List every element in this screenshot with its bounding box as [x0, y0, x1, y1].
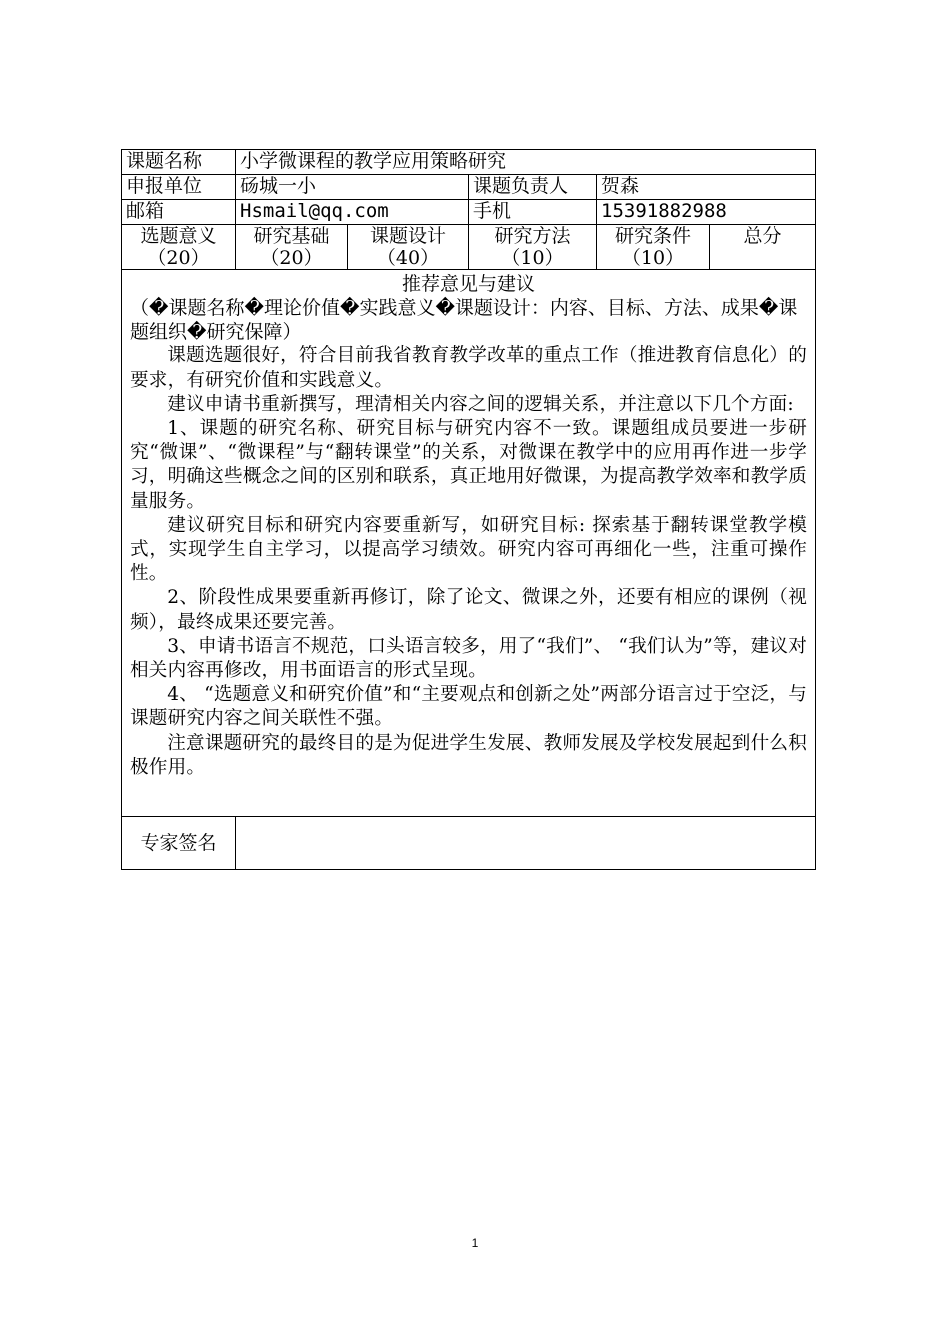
phone-label: 手机 [469, 200, 597, 225]
page-number: 1 [471, 1236, 479, 1250]
recommendation-cell [122, 270, 816, 817]
unit-value: 砀城一小 [236, 175, 469, 200]
score-cell-method [469, 225, 597, 270]
unit-row [122, 175, 816, 200]
contact-row [122, 200, 816, 225]
score-points: （10） [621, 247, 685, 269]
topic-value: 小学微课程的教学应用策略研究 [236, 150, 816, 175]
score-cell-design [348, 225, 469, 270]
leader-label: 课题负责人 [469, 175, 597, 200]
recommendation-heading: 推荐意见与建议 [402, 273, 536, 295]
score-cell-foundation [236, 225, 348, 270]
total-label: 总分 [743, 225, 782, 247]
recommendation-paragraph: 课题选题很好，符合目前我省教育教学改革的重点工作（推进教育信息化）的要求，有研究价值和实践意义。 [130, 345, 808, 391]
score-label: 课题设计 [369, 225, 446, 247]
recommendation-paragraph: 注意课题研究的最终目的是为促进学生发展、教师发展及学校发展起到什么积极作用。 [130, 732, 808, 778]
score-cell-conditions [597, 225, 710, 270]
recommendation-paragraph: 2、阶段性成果要重新再修订，除了论文、微课之外，还要有相应的课例（视频），最终成果还要完善。 [130, 587, 808, 633]
recommendation-paragraph: 1、课题的研究名称、研究目标与研究内容不一致。课题组成员要进一步研究“微课”、“微课程”与“翻转课堂”的关系，对微课在教学中的应用再作进一步学习，明确这些概念之间的区别和联系，真正地用好微课，为提高教学效率和教学质量服务。 [130, 418, 808, 512]
recommendation-paragraph: 4、 “选题意义和研究价值”和“主要观点和创新之处”两部分语言过于空泛，与课题研究内容之间关联性不强。 [130, 684, 808, 730]
email-value: Hsmail@qq.com [236, 200, 469, 225]
recommendation-paragraph: 建议申请书重新撰写，理清相关内容之间的逻辑关系，并注意以下几个方面: [167, 393, 794, 415]
phone-value: 15391882988 [597, 200, 816, 225]
recommendation-scope: （�课题名称�理论价值�实践意义�课题设计：内容、目标、方法、成果�课题组织�研究保障） [130, 297, 798, 344]
recommendation-paragraph: 3、申请书语言不规范，口头语言较多，用了“我们”、 “我们认为”等，建议对相关内容再修改，用书面语言的形式呈现。 [130, 635, 808, 682]
score-label: 研究条件 [614, 225, 691, 247]
recommendation-row [122, 270, 816, 817]
signature-row [122, 817, 816, 870]
topic-row [122, 150, 816, 175]
score-cell-significance [122, 225, 236, 270]
score-row [122, 225, 816, 270]
score-label: 研究基础 [253, 225, 330, 247]
topic-label: 课题名称 [122, 150, 236, 175]
email-label: 邮箱 [122, 200, 236, 225]
recommendation-paragraph: 建议研究目标和研究内容要重新写，如研究目标: 探索基于翻转课堂教学模式，实现学生自主学习，以提高学习绩效。研究内容可再细化一些，注重可操作性。 [130, 514, 808, 585]
leader-value: 贺森 [597, 175, 816, 200]
score-points: （20） [260, 247, 323, 269]
score-label: 选题意义 [140, 225, 217, 247]
score-points: （40） [376, 247, 440, 269]
unit-label: 申报单位 [122, 175, 236, 200]
score-points: （10） [501, 247, 564, 269]
score-cell-total [710, 225, 816, 270]
signature-label: 专家签名 [122, 817, 236, 870]
signature-field[interactable] [236, 817, 816, 870]
review-form-table [121, 149, 816, 870]
score-label: 研究方法 [494, 225, 571, 247]
score-points: （20） [147, 247, 210, 269]
